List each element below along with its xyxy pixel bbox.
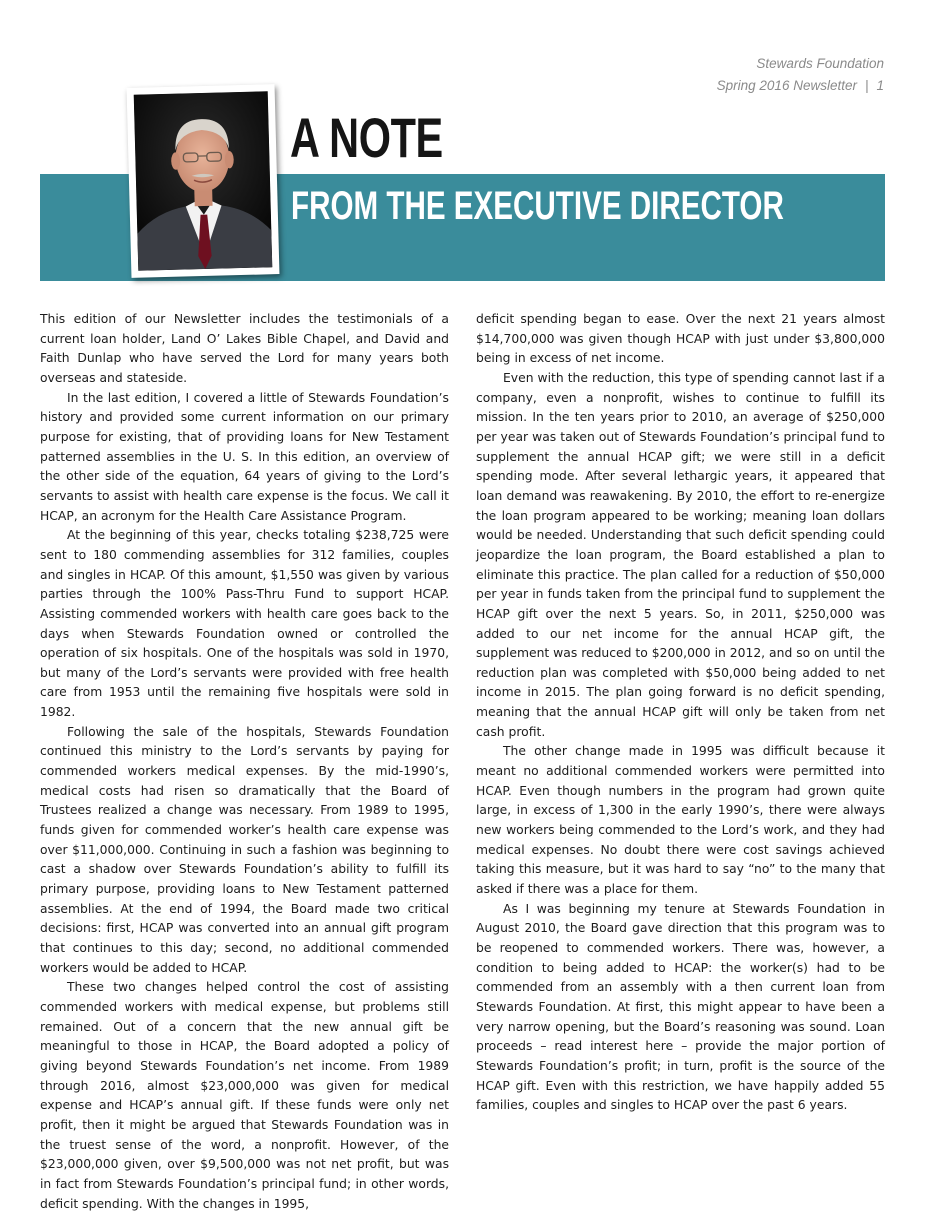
header-separator: | [857, 78, 877, 93]
paragraph: deficit spending began to ease. Over the next 21 years almost $14,700,000 was given though HCAP with just under $3,800,000 being in excess of net income. [476, 310, 885, 369]
header-issue: Spring 2016 Newsletter [717, 78, 857, 93]
title-line-1: A NOTE [290, 106, 443, 170]
header-issue-line [717, 75, 884, 97]
director-portrait [134, 91, 273, 270]
paragraph: Even with the reduction, this type of spending cannot last if a company, even a nonprofit, wishes to continue to fulfill its mission. In the ten years prior to 2010, an average of $250,000 per year was taken out of Stewards Foundation’s principal fund to supplement the annual HCAP gift; we were still in a deficit spending mode. After several lethargic years, it appeared that loan demand was reawakening. By 2010, the effort to re-energize the loan program appeared to be working; meaning loan dollars would be needed. Understanding that such deficit spending could jeopardize the loan program, the Board established a plan to eliminate this practice. The plan called for a reduction of $50,000 per year in funds taken from the principal fund to supplement the HCAP gift over the next 5 years. So, in 2011, $250,000 was added to our net income for the annual HCAP gift, the supplement was reduced to $200,000 in 2012, and so on until the reduction plan was completed with $50,000 being added to net income in 2015. The plan going forward is no deficit spending, meaning that the annual HCAP gift will only be taken from net cash profit. [476, 369, 885, 742]
article-column-left [40, 310, 449, 1214]
header-org: Stewards Foundation [717, 53, 884, 75]
paragraph: The other change made in 1995 was difficult because it meant no additional commended workers were permitted into HCAP. Even though numbers in the program had grown quite large, in excess of 1,300 in the early 1990’s, there were always new workers being commended to the Lord’s work, and they had medical expenses. No doubt there were cost savings achieved taking this measure, but it was hard to say “no” to the many that asked if there was a place for them. [476, 742, 885, 899]
paragraph: This edition of our Newsletter includes the testimonials of a current loan holder, Land O’ Lakes Bible Chapel, and David and Faith Dunlap who have served the Lord for many years both overseas and stateside. [40, 310, 449, 389]
director-photo-frame [127, 84, 280, 278]
paragraph: Following the sale of the hospitals, Stewards Foundation continued this ministry to the Lord’s servants by paying for commended workers medical expenses. By the mid-1990’s, medical costs had risen so dramatically that the Board of Trustees realized a change was necessary. From 1989 to 1995, funds given for commended worker’s health care expense was over $11,000,000. Continuing in such a fashion was beginning to cast a shadow over Stewards Foundation’s ability to fulfill its primary purpose, providing loans to New Testament patterned assemblies. At the end of 1994, the Board made two critical decisions: first, HCAP was converted into an annual gift program that continues to this day; second, no additional commended workers would be added to HCAP. [40, 723, 449, 979]
paragraph: These two changes helped control the cost of assisting commended workers with medical expense, but problems still remained. Out of a concern that the new annual gift be meaningful to those in HCAP, the Board adopted a policy of giving beyond Stewards Foundation’s net income. From 1989 through 2016, almost $23,000,000 was given for medical expense and HCAP’s annual gift. If these funds were only net profit, then it might be argued that Stewards Foundation was in the truest sense of the word, a nonprofit. However, of the $23,000,000 given, over $9,500,000 was not net profit, but was in fact from Stewards Foundation’s principal fund; in other words, deficit spending. With the changes in 1995, [40, 978, 449, 1214]
article-column-right [476, 310, 885, 1116]
paragraph: As I was beginning my tenure at Stewards Foundation in August 2010, the Board gave direction that this program was to be reopened to commended workers. There was, however, a condition to being added to HCAP: the worker(s) had to be commended from an assembly with a then current loan from Stewards Foundation. At first, this might appear to have been a very narrow opening, but the Board’s reasoning was sound. Loan proceeds – read interest here – provide the major portion of Stewards Foundation’s profit; in turn, profit is the source of the HCAP gift. Even with this restriction, we have happily added 55 families, couples and singles to HCAP over the past 6 years. [476, 900, 885, 1116]
paragraph: In the last edition, I covered a little of Stewards Foundation’s history and provided some current information on our primary purpose for existing, that of providing loans for New Testament patterned assemblies in the U. S. In this edition, an overview of the other side of the equation, 64 years of giving to the Lord’s servants to assist with health care expense is the focus. We call it HCAP, an acronym for the Health Care Assistance Program. [40, 389, 449, 527]
header-page-number: 1 [876, 78, 884, 93]
title-line-2: FROM THE EXECUTIVE DIRECTOR [291, 183, 784, 229]
running-header [717, 53, 884, 97]
paragraph: At the beginning of this year, checks totaling $238,725 were sent to 180 commending assemblies for 312 families, couples and singles in HCAP. Of this amount, $1,550 was given by various parties through the 100% Pass-Thru Fund to support HCAP. Assisting commended workers with health care goes back to the days when Stewards Foundation owned or controlled the operation of six hospitals. One of the hospitals was sold in 1970, but many of the Lord’s servants were provided with free health care from 1953 until the remaining five hospitals were sold in 1982. [40, 526, 449, 723]
